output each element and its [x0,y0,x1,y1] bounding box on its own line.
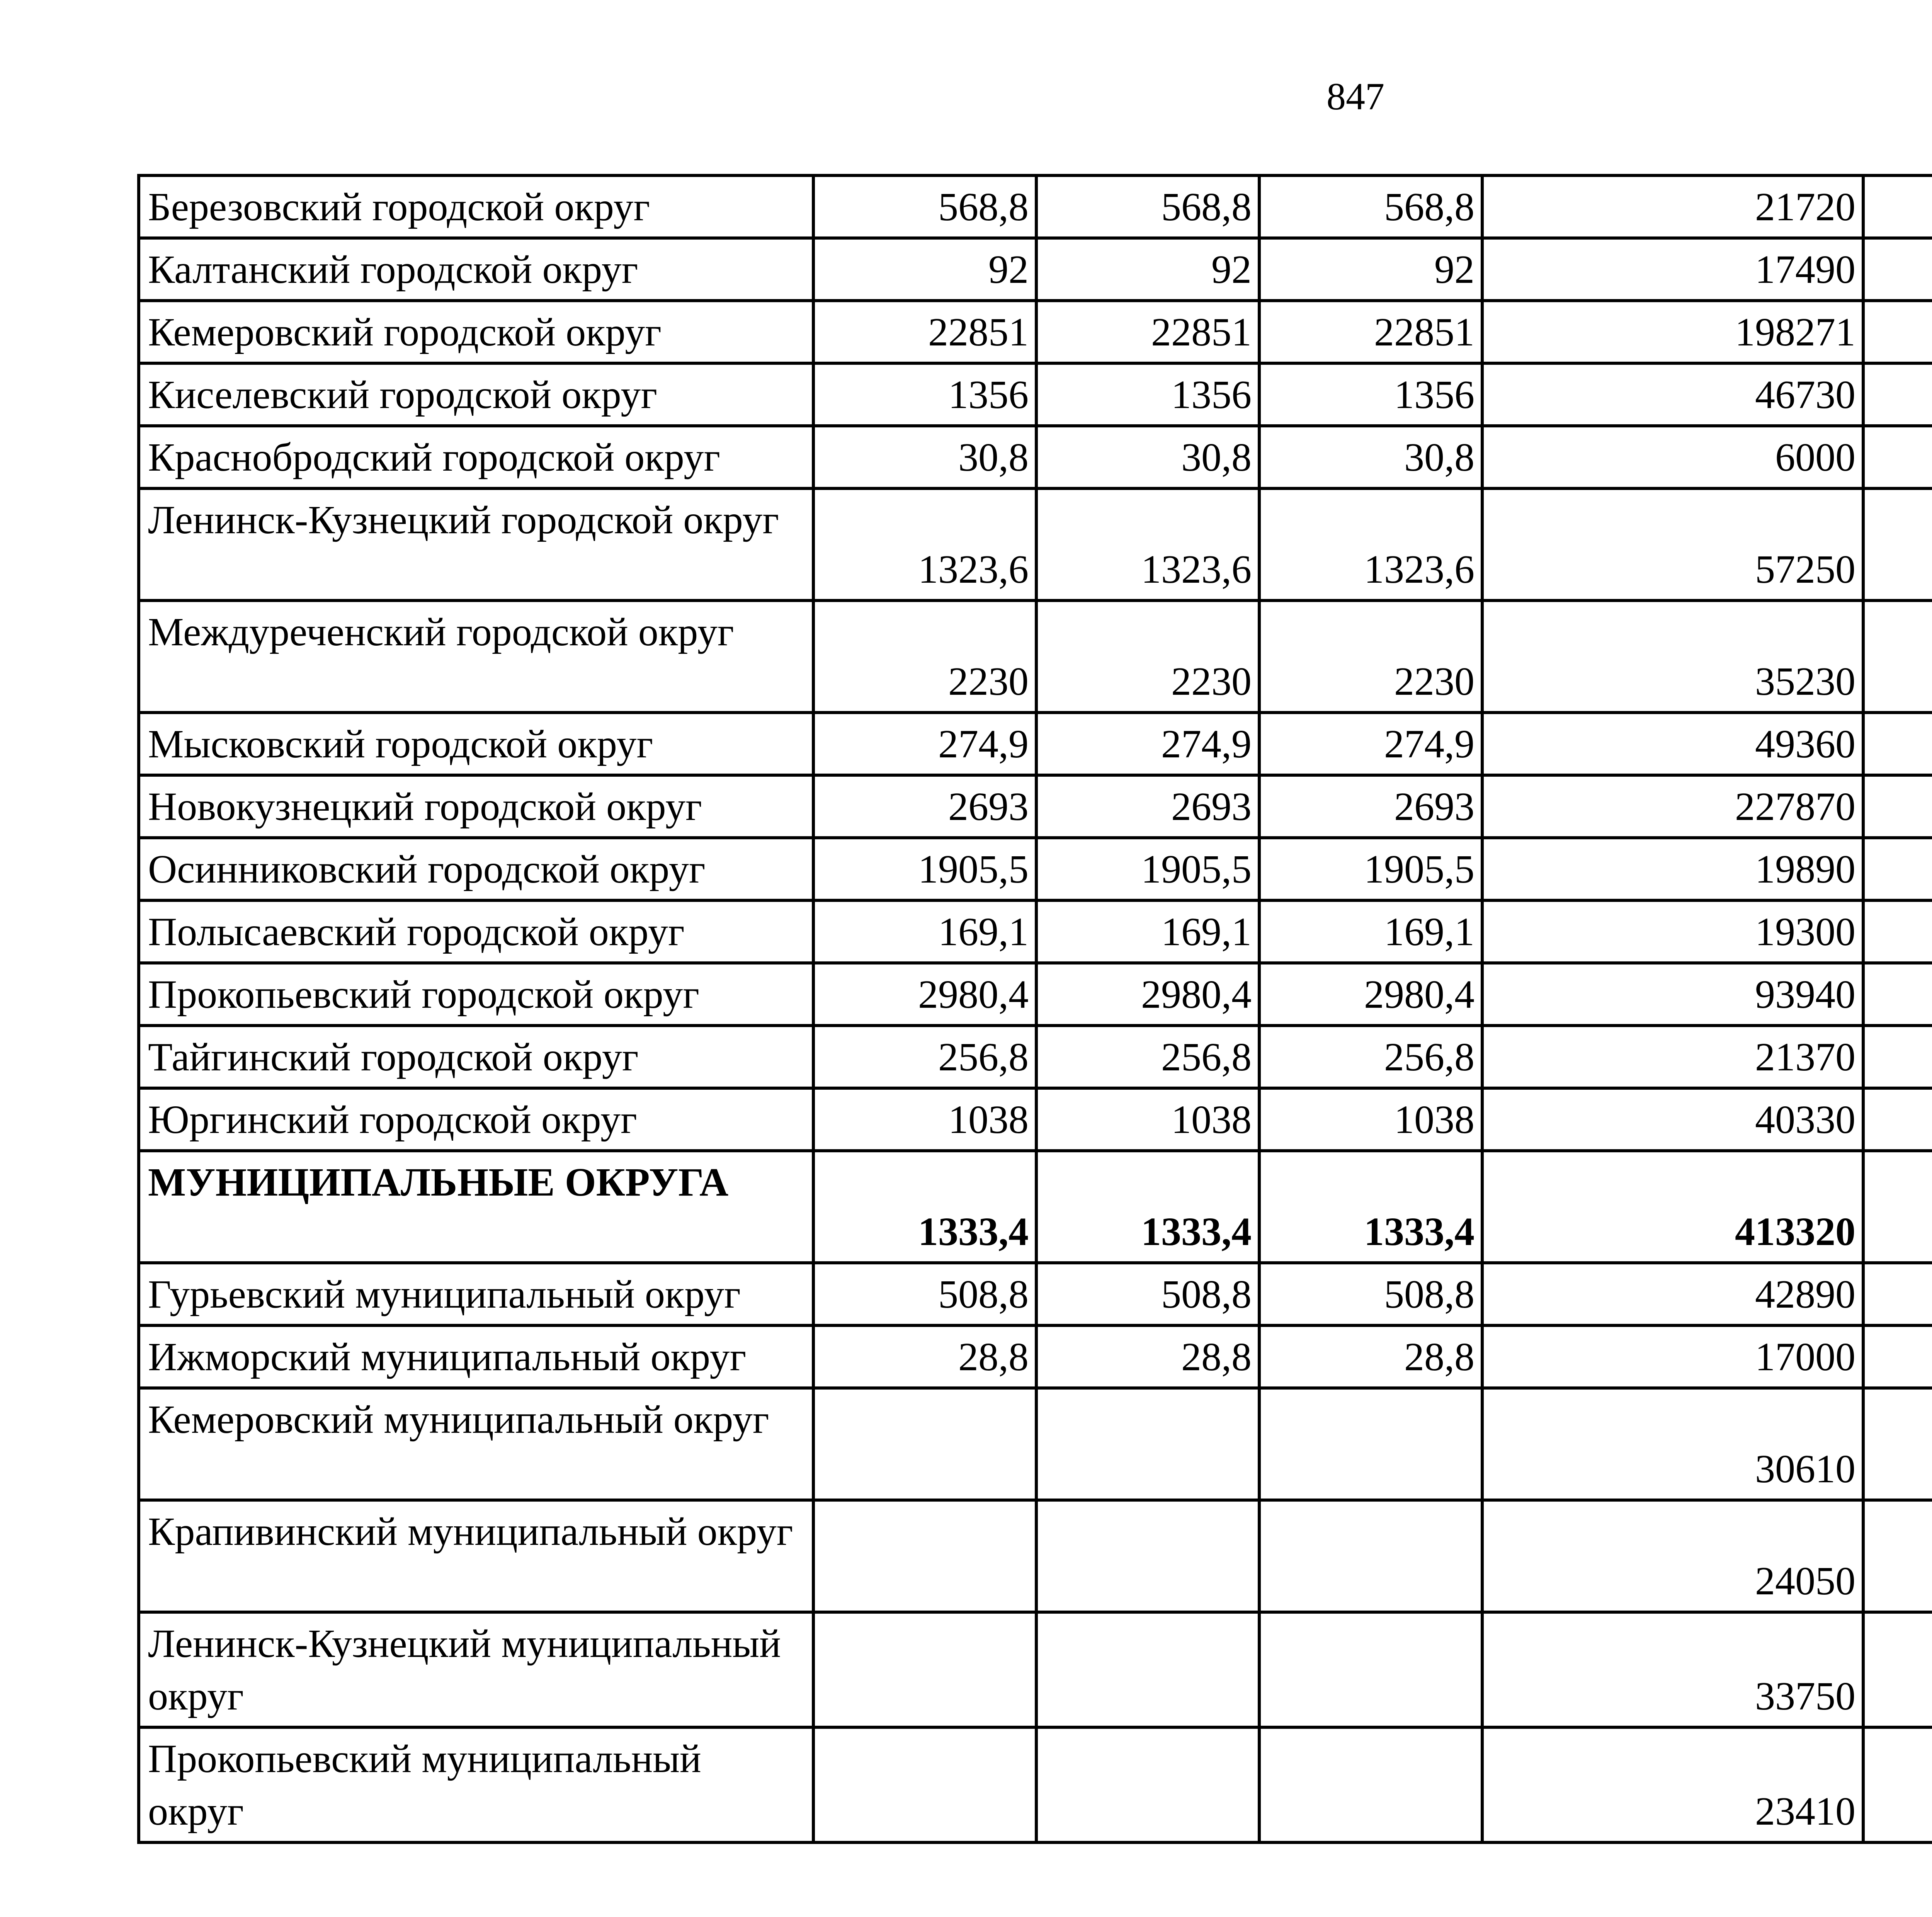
district-name-cell: Кемеровский муниципальный округ [139,1388,813,1500]
district-name-cell: Краснобродский городской округ [139,426,813,488]
value-cell-col-2: 92 [1036,238,1259,301]
district-name-cell: Крапивинский муниципальный округ [139,1500,813,1612]
value-cell-col-5 [1863,426,1932,488]
district-name-cell: Прокопьевский городской округ [139,963,813,1026]
value-cell-col-3: 92 [1259,238,1482,301]
value-cell-col-4: 57250 [1482,488,1863,600]
value-cell-col-2: 2230 [1036,600,1259,713]
value-cell-col-4: 21720 [1482,175,1863,238]
district-name-cell: Прокопьевский муниципальный округ [139,1727,813,1842]
value-cell-col-2 [1036,1388,1259,1500]
value-cell-col-4: 40330 [1482,1088,1863,1151]
value-cell-col-5 [1863,963,1932,1026]
value-cell-col-3: 28,8 [1259,1325,1482,1388]
value-cell-col-3: 2693 [1259,775,1482,838]
value-cell-col-4: 19890 [1482,838,1863,900]
value-cell-col-1 [813,1388,1036,1500]
value-cell-col-3: 274,9 [1259,713,1482,775]
value-cell-col-3: 508,8 [1259,1263,1482,1325]
value-cell-col-5 [1863,363,1932,426]
value-cell-col-1: 2980,4 [813,963,1036,1026]
value-cell-col-1: 1333,4 [813,1151,1036,1263]
value-cell-col-2: 169,1 [1036,900,1259,963]
value-cell-col-4: 42890 [1482,1263,1863,1325]
district-name-cell: Калтанский городской округ [139,238,813,301]
value-cell-col-1: 508,8 [813,1263,1036,1325]
table-row [139,1088,1932,1151]
table-row [139,363,1932,426]
value-cell-col-4: 413320 [1482,1151,1863,1263]
district-name-cell: Осинниковский городской округ [139,838,813,900]
value-cell-col-2: 1323,6 [1036,488,1259,600]
value-cell-col-5 [1863,175,1932,238]
table-row [139,838,1932,900]
table-row [139,1500,1932,1612]
value-cell-col-5 [1863,1151,1932,1263]
value-cell-col-4: 198271 [1482,301,1863,363]
value-cell-col-2: 274,9 [1036,713,1259,775]
value-cell-col-5 [1863,1263,1932,1325]
value-cell-col-3: 1323,6 [1259,488,1482,600]
value-cell-col-2: 2980,4 [1036,963,1259,1026]
value-cell-col-2: 1356 [1036,363,1259,426]
value-cell-col-1: 28,8 [813,1325,1036,1388]
table-row [139,301,1932,363]
value-cell-col-1: 2230 [813,600,1036,713]
value-cell-col-5 [1863,1388,1932,1500]
value-cell-col-1: 274,9 [813,713,1036,775]
value-cell-col-1: 169,1 [813,900,1036,963]
table-row [139,238,1932,301]
value-cell-col-3: 256,8 [1259,1026,1482,1088]
value-cell-col-4: 23410 [1482,1727,1863,1842]
value-cell-col-4: 17490 [1482,238,1863,301]
table-row [139,963,1932,1026]
data-table [137,174,1932,1844]
value-cell-col-4: 49360 [1482,713,1863,775]
value-cell-col-5 [1863,488,1932,600]
value-cell-col-1: 1905,5 [813,838,1036,900]
district-name-cell: Гурьевский муниципальный округ [139,1263,813,1325]
value-cell-col-2: 30,8 [1036,426,1259,488]
district-name-cell: Тайгинский городской округ [139,1026,813,1088]
table-row [139,175,1932,238]
table-row [139,1388,1932,1500]
value-cell-col-4: 17000 [1482,1325,1863,1388]
district-name-cell: Кемеровский городской округ [139,301,813,363]
value-cell-col-1 [813,1612,1036,1727]
value-cell-col-2: 1038 [1036,1088,1259,1151]
value-cell-col-4: 227870 [1482,775,1863,838]
value-cell-col-5 [1863,713,1932,775]
value-cell-col-3 [1259,1727,1482,1842]
table-section-row [139,1151,1932,1263]
value-cell-col-3: 1038 [1259,1088,1482,1151]
value-cell-col-4: 6000 [1482,426,1863,488]
table-row [139,713,1932,775]
value-cell-col-3: 2980,4 [1259,963,1482,1026]
value-cell-col-5 [1863,1325,1932,1388]
value-cell-col-4: 24050 [1482,1500,1863,1612]
district-name-cell: Киселевский городской округ [139,363,813,426]
value-cell-col-4: 19300 [1482,900,1863,963]
value-cell-col-5 [1863,1026,1932,1088]
district-name-cell: Ленинск-Кузнецкий муниципальный округ [139,1612,813,1727]
value-cell-col-3: 30,8 [1259,426,1482,488]
value-cell-col-4: 35230 [1482,600,1863,713]
table-row [139,900,1932,963]
district-name-cell: Новокузнецкий городской округ [139,775,813,838]
value-cell-col-1: 1356 [813,363,1036,426]
value-cell-col-2: 568,8 [1036,175,1259,238]
value-cell-col-1 [813,1727,1036,1842]
table-row [139,426,1932,488]
value-cell-col-2: 256,8 [1036,1026,1259,1088]
value-cell-col-5 [1863,775,1932,838]
value-cell-col-3: 2230 [1259,600,1482,713]
value-cell-col-5 [1863,1500,1932,1612]
value-cell-col-3: 169,1 [1259,900,1482,963]
value-cell-col-1 [813,1500,1036,1612]
district-name-cell: Юргинский городской округ [139,1088,813,1151]
value-cell-col-2: 1905,5 [1036,838,1259,900]
value-cell-col-2 [1036,1500,1259,1612]
value-cell-col-4: 46730 [1482,363,1863,426]
value-cell-col-5 [1863,301,1932,363]
value-cell-col-5 [1863,838,1932,900]
district-name-cell: Полысаевский городской округ [139,900,813,963]
table-row [139,1026,1932,1088]
value-cell-col-4: 33750 [1482,1612,1863,1727]
table-row [139,1727,1932,1842]
value-cell-col-1: 22851 [813,301,1036,363]
value-cell-col-5 [1863,900,1932,963]
table-row [139,1263,1932,1325]
table-row [139,600,1932,713]
value-cell-col-3 [1259,1388,1482,1500]
value-cell-col-4: 21370 [1482,1026,1863,1088]
value-cell-col-1: 256,8 [813,1026,1036,1088]
value-cell-col-4: 30610 [1482,1388,1863,1500]
value-cell-col-1: 568,8 [813,175,1036,238]
district-name-cell: Березовский городской округ [139,175,813,238]
value-cell-col-2: 1333,4 [1036,1151,1259,1263]
district-name-cell: Междуреченский городской округ [139,600,813,713]
value-cell-col-3: 1905,5 [1259,838,1482,900]
district-name-cell: Ленинск-Кузнецкий городской округ [139,488,813,600]
value-cell-col-3: 1333,4 [1259,1151,1482,1263]
table-row [139,775,1932,838]
page-number: 847 [1327,75,1384,118]
value-cell-col-1: 30,8 [813,426,1036,488]
value-cell-col-2: 28,8 [1036,1325,1259,1388]
value-cell-col-2 [1036,1612,1259,1727]
value-cell-col-3: 568,8 [1259,175,1482,238]
table-row [139,1612,1932,1727]
value-cell-col-5 [1863,238,1932,301]
value-cell-col-3 [1259,1612,1482,1727]
value-cell-col-2: 508,8 [1036,1263,1259,1325]
value-cell-col-2 [1036,1727,1259,1842]
value-cell-col-3: 22851 [1259,301,1482,363]
value-cell-col-3 [1259,1500,1482,1612]
table-body [139,175,1932,1842]
table-row [139,1325,1932,1388]
value-cell-col-1: 92 [813,238,1036,301]
value-cell-col-3: 1356 [1259,363,1482,426]
value-cell-col-1: 2693 [813,775,1036,838]
value-cell-col-2: 22851 [1036,301,1259,363]
value-cell-col-5 [1863,1088,1932,1151]
value-cell-col-2: 2693 [1036,775,1259,838]
district-name-cell: МУНИЦИПАЛЬНЫЕ ОКРУГА [139,1151,813,1263]
district-name-cell: Мысковский городской округ [139,713,813,775]
value-cell-col-5 [1863,1727,1932,1842]
value-cell-col-4: 93940 [1482,963,1863,1026]
district-name-cell: Ижморский муниципальный округ [139,1325,813,1388]
value-cell-col-5 [1863,600,1932,713]
table-row [139,488,1932,600]
value-cell-col-5 [1863,1612,1932,1727]
value-cell-col-1: 1038 [813,1088,1036,1151]
value-cell-col-1: 1323,6 [813,488,1036,600]
